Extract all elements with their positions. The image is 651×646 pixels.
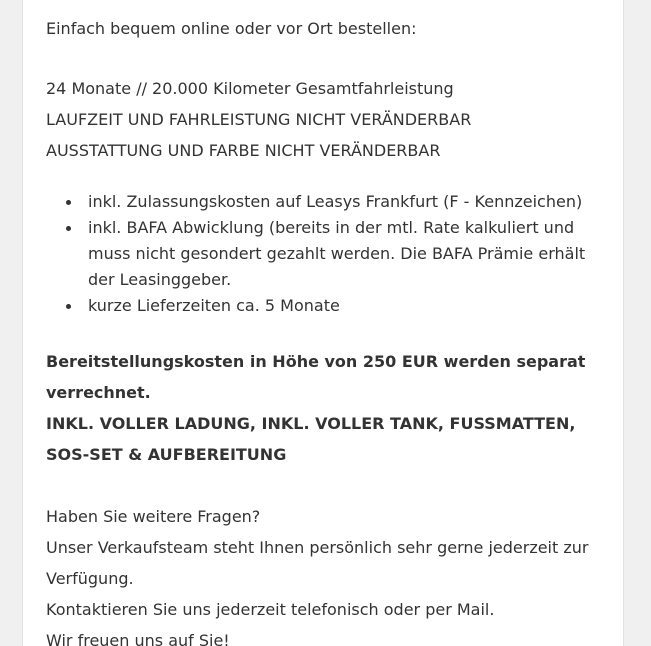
lease-term-duration: 24 Monate // 20.000 Kilometer Gesamtfahrleistung xyxy=(46,79,454,98)
list-item: inkl. BAFA Abwicklung (bereits in der mtl. Rate kalkuliert und muss nicht gesondert gezahlt werden. Die BAFA Prämie erhält der Leasinggeber. xyxy=(88,215,606,293)
included-services-notice: INKL. VOLLER LADUNG, INKL. VOLLER TANK, FUSSMATTEN, SOS-SET & AUFBEREITUNG xyxy=(46,414,576,464)
farewell-line: Wir freuen uns auf Sie! xyxy=(46,631,230,646)
product-description-card xyxy=(22,0,624,646)
list-item: kurze Lieferzeiten ca. 5 Monate xyxy=(88,293,606,319)
spacer xyxy=(46,166,606,189)
lease-terms xyxy=(46,73,606,166)
order-intro-text: Einfach bequem online oder vor Ort bestellen: xyxy=(46,19,417,38)
lease-term-fixed-notice: LAUFZEIT UND FAHRLEISTUNG NICHT VERÄNDERBAR xyxy=(46,110,472,129)
provision-cost-notice: Bereitstellungskosten in Höhe von 250 EUR werden separat verrechnet. xyxy=(46,352,586,402)
questions-line: Haben Sie weitere Fragen? xyxy=(46,507,261,526)
sales-team-line: Unser Verkaufsteam steht Ihnen persönlich sehr gerne jederzeit zur Verfügung. xyxy=(46,538,589,588)
feature-list xyxy=(46,189,606,319)
equipment-fixed-notice: AUSSTATTUNG UND FARBE NICHT VERÄNDERBAR xyxy=(46,141,441,160)
contact-line: Kontaktieren Sie uns jederzeit telefonisch oder per Mail. xyxy=(46,600,495,619)
spacer xyxy=(46,42,606,73)
notices xyxy=(46,346,606,470)
description-content xyxy=(46,15,606,646)
spacer xyxy=(46,319,606,346)
closing-text xyxy=(46,501,606,646)
spacer xyxy=(46,470,606,501)
list-item: inkl. Zulassungskosten auf Leasys Frankfurt (F - Kennzeichen) xyxy=(88,189,606,215)
